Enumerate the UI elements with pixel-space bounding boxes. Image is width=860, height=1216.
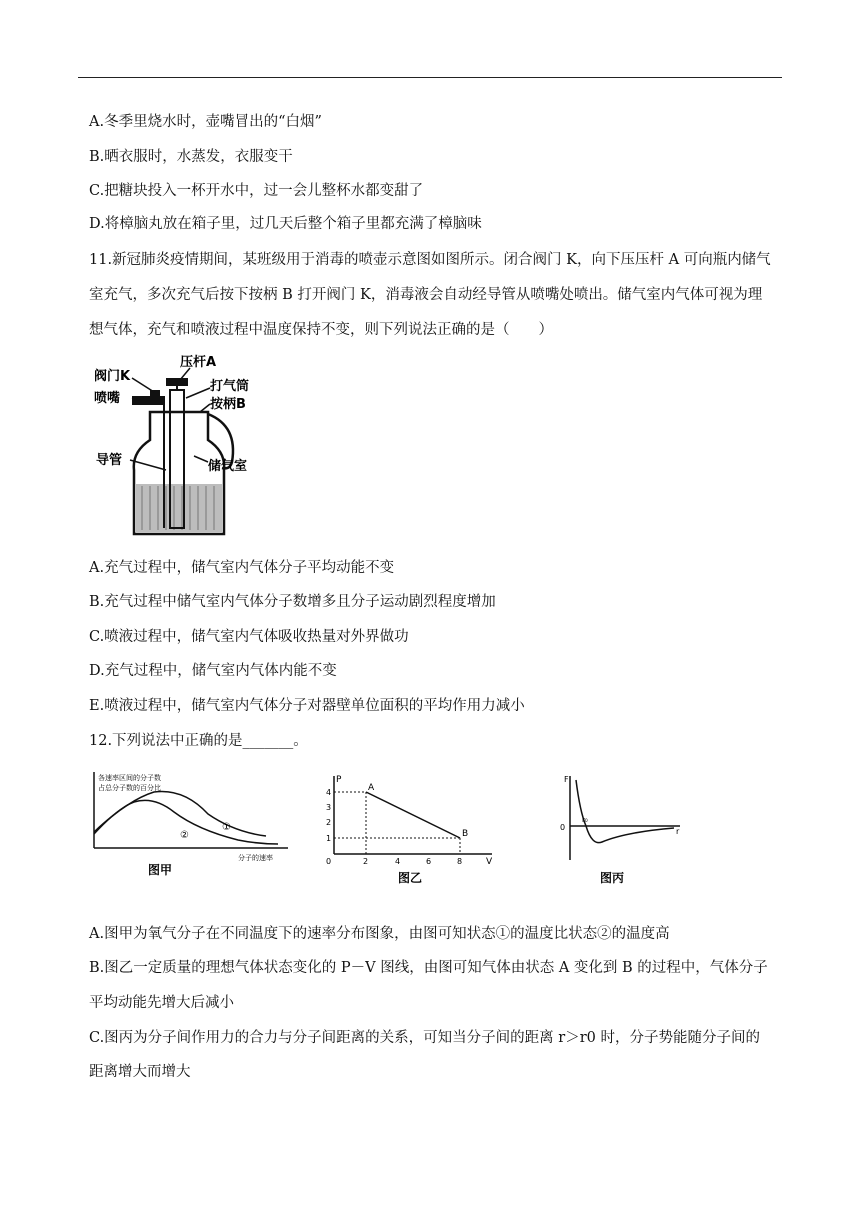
yi-caption: 图乙 xyxy=(398,871,423,885)
q11-option-b: B.充气过程中储气室内气体分子数增多且分子运动剧烈程度增加 xyxy=(89,594,496,610)
label-chamber: 储气室 xyxy=(208,459,248,474)
bing-x-axis: r xyxy=(676,827,680,836)
q12-stem: 12.下列说法中正确的是_______。 xyxy=(89,733,308,749)
label-pump: 打气筒 xyxy=(210,379,250,394)
q11-stem-line-2: 室充气，多次充气后按下按柄 B 打开阀门 K，消毒液会自动经导管从喷嘴处喷出。储气室内气体可视为理 xyxy=(89,287,763,303)
jia-ylabel-2: 占总分子数的百分比 xyxy=(98,784,161,792)
yi-xtick-4: 4 xyxy=(395,857,401,866)
pv-line xyxy=(366,792,460,838)
yi-ytick-2: 2 xyxy=(326,818,332,827)
jia-caption: 图甲 xyxy=(148,863,173,877)
q12-option-c-cont: 距离增大而增大 xyxy=(89,1064,191,1080)
label-handle: 按柄B xyxy=(210,397,246,412)
q11-option-a: A.充气过程中，储气室内气体分子平均动能不变 xyxy=(89,560,395,576)
q11-option-c: C.喷液过程中，储气室内气体吸收热量对外界做功 xyxy=(89,629,409,645)
q12-option-b: B.图乙一定质量的理想气体状态变化的 P－V 图线，由图可知气体由状态 A 变化到 B 的过程中，气体分子 xyxy=(89,960,768,976)
yi-ytick-3: 3 xyxy=(326,803,332,812)
bing-origin: 0 xyxy=(560,823,566,832)
jia-xlabel: 分子的速率 xyxy=(238,854,273,862)
bing-r0: r₀ xyxy=(582,816,588,824)
yi-x-axis: V xyxy=(486,857,493,867)
yi-xtick-8: 8 xyxy=(457,857,463,866)
figure-bing xyxy=(556,772,686,888)
figure-jia xyxy=(88,770,298,880)
q11-option-d: D.充气过程中，储气室内气体内能不变 xyxy=(89,663,337,679)
q12-option-a: A.图甲为氧气分子在不同温度下的速率分布图象，由图可知状态①的温度比状态②的温度高 xyxy=(89,926,670,942)
bing-y-axis: F xyxy=(564,775,569,784)
yi-point-b: B xyxy=(462,829,469,839)
q10-option-c: C.把糖块投入一杯开水中，过一会儿整杯水都变甜了 xyxy=(89,183,424,199)
yi-xtick-6: 6 xyxy=(426,857,432,866)
spray-bottle-figure xyxy=(92,352,272,542)
q11-option-e: E.喷液过程中，储气室内气体分子对器壁单位面积的平均作用力减小 xyxy=(89,698,525,714)
label-valve: 阀门K xyxy=(94,369,131,384)
yi-xtick-0: 0 xyxy=(326,857,332,866)
force-curve xyxy=(576,780,674,843)
jia-curve-1-label: ① xyxy=(222,822,231,833)
q11-stem-line-3: 想气体，充气和喷液过程中温度保持不变，则下列说法正确的是（ ） xyxy=(89,322,553,338)
jia-curve-2-label: ② xyxy=(180,830,189,841)
bing-caption: 图丙 xyxy=(600,871,625,885)
q12-option-b-cont: 平均动能先增大后减小 xyxy=(89,995,234,1011)
q12-option-c: C.图丙为分子间作用力的合力与分子间距离的关系，可知当分子间的距离 r＞r0 时，分子势能随分子间的 xyxy=(89,1030,760,1046)
yi-point-a: A xyxy=(368,783,375,793)
label-rod: 压杆A xyxy=(180,355,217,370)
jia-ylabel-1: 各速率区间的分子数 xyxy=(98,774,161,782)
yi-ytick-1: 1 xyxy=(326,834,332,843)
q10-option-a: A.冬季里烧水时，壶嘴冒出的“白烟” xyxy=(89,114,322,130)
label-nozzle: 喷嘴 xyxy=(94,391,121,406)
q10-option-d: D.将樟脑丸放在箱子里，过几天后整个箱子里都充满了樟脑味 xyxy=(89,216,482,232)
yi-xtick-2: 2 xyxy=(363,857,369,866)
label-tube: 导管 xyxy=(96,453,123,468)
yi-y-axis: P xyxy=(336,775,342,785)
q10-option-b: B.晒衣服时，水蒸发，衣服变干 xyxy=(89,149,293,165)
q11-stem-line-1: 11.新冠肺炎疫情期间，某班级用于消毒的喷壶示意图如图所示。闭合阀门 K，向下压压杆 A 可向瓶内储气 xyxy=(89,252,771,268)
yi-ytick-4: 4 xyxy=(326,788,332,797)
figure-yi xyxy=(322,772,502,888)
header-rule xyxy=(78,77,782,78)
